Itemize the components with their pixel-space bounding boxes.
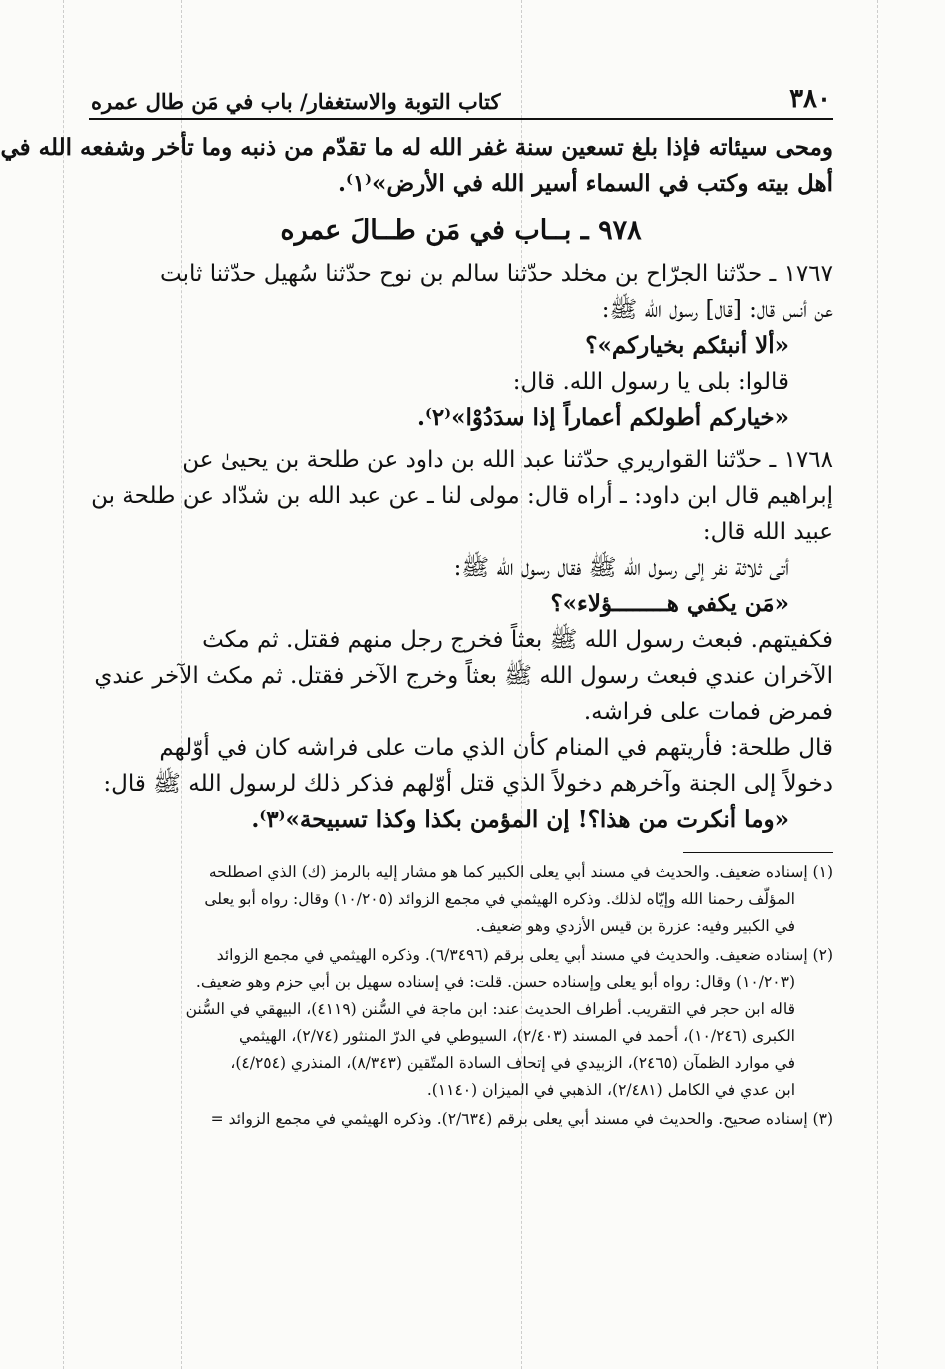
page-number: ٣٨٠ (789, 84, 831, 114)
footnote-1 (89, 859, 833, 940)
footnote-line: الكبرى (١٠/٢٤٦)، أحمد في المسند (٢/٤٠٣)، السيوطي في الدرّ المنثور (٢/٧٤)، الهيثمي (238, 1027, 795, 1045)
text-line: أهل بيته وكتب في السماء أسير الله في الأرض»⁽١⁾. (337, 170, 833, 197)
text-line: عن أنس قال: [قال] رسول الله ﷺ: (601, 297, 833, 323)
text-line: الآخران عندي فبعث رسول الله ﷺ بعثاً وخرج الآخر فقتل. ثم مكث الآخر عندي (94, 663, 833, 689)
text-line: ومحى سيئاته فإذا بلغ تسعين سنة غفر الله له ما تقدّم من ذنبه وما تأخر وشفعه الله في (0, 134, 833, 161)
text-line: إبراهيم قال ابن داود: ـ أراه قال: مولى لنا ـ عن عبد الله بن شدّاد عن طلحة بن (91, 483, 833, 509)
footnote-line: في الكبير وفيه: عزرة بن قيس الأزدي وهو ضعيف. (475, 917, 795, 935)
footnote-3 (89, 1106, 833, 1133)
text-line: دخولاً إلى الجنة وآخرهم دخولاً الذي قتل أوّلهم فذكر ذلك لرسول الله ﷺ قال: (103, 771, 833, 797)
running-title: كتاب التوبة والاستغفار/ باب في مَن طال عمره (91, 89, 501, 114)
page-header (89, 70, 833, 120)
footnote-line: ابن عدي في الكامل (٢/٤٨١)، الذهبي في الميزان (١١٤٠). (426, 1081, 795, 1099)
hadith-1767 (89, 256, 833, 436)
chapter-heading: ٩٧٨ ـ بــاب في مَن طــالَ عمره (280, 215, 642, 246)
hadith-quote: «مَن يكفي هــــــــؤلاء»؟ (550, 590, 789, 617)
hadith-1768 (89, 442, 833, 838)
book-page (0, 70, 833, 1135)
scan-guide-line (877, 0, 878, 1369)
footnotes (89, 859, 833, 1133)
text-line: ١٧٦٧ ـ حدّثنا الجرّاح بن مخلد حدّثنا سالم بن نوح حدّثنا سُهيل حدّثنا ثابت (160, 261, 833, 287)
text-line: ١٧٦٨ ـ حدّثنا القواريري حدّثنا عبد الله بن داود عن طلحة بن يحيىٰ عن (182, 447, 833, 473)
footnote-line: في موارد الظمآن (٢٤٦٥)، الزبيدي في إتحاف السادة المتّقين (٨/٣٤٣)، المنذري (٤/٢٥٤)، (230, 1054, 795, 1072)
text-line: قال طلحة: فأريتهم في المنام كأن الذي مات على فراشه كان في أوّلهم (159, 735, 833, 761)
text-line: قالوا: بلى يا رسول الله. قال: (512, 369, 789, 395)
footnote-line: المؤلّف رحمنا الله وإيّاه لذلك. وذكره الهيثمي في مجمع الزوائد (١٠/٢٠٥) وقال: رواه أبو يعلى (204, 890, 795, 908)
text-line: فمرض فمات على فراشه. (583, 699, 833, 725)
footnote-line: (٣) إسناده صحيح. والحديث في مسند أبي يعلى برقم (٢/٦٣٤). وذكره الهيثمي في مجمع الزوائد = (210, 1110, 833, 1128)
scan-guide-line (63, 0, 64, 1369)
intro-paragraph (0, 130, 833, 202)
footnote-2 (89, 942, 833, 1104)
hadith-quote: «وما أنكرت من هذا؟! إن المؤمن بكذا وكذا تسبيحة»⁽٣⁾. (251, 806, 789, 833)
hadith-quote: «خياركم أطولكم أعماراً إذا سدَدُوْا»⁽٢⁾. (417, 404, 789, 431)
footnote-line: (٢) إسناده ضعيف. والحديث في مسند أبي يعلى برقم (٦/٣٤٩٦). وذكره الهيثمي في مجمع الزوائد (216, 946, 833, 964)
footnote-separator (683, 852, 833, 853)
text-line: عبيد الله قال: (702, 519, 833, 545)
footnote-line: قاله ابن حجر في التقريب. أطراف الحديث عند: ابن ماجة في السُّنن (٤١١٩)، البيهقي في السُّنن (185, 1000, 795, 1018)
hadith-quote: «ألا أنبئكم بخياركم»؟ (585, 332, 789, 359)
footnote-line: (١) إسناده ضعيف. والحديث في مسند أبي يعلى الكبير كما هو مشار إليه بالرمز (ك) الذي اصطلحه (208, 863, 833, 881)
footnote-line: (١٠/٢٠٣) وقال: رواه أبو يعلى وإسناده حسن. قلت: في إسناده سهيل بن أبي حزم وهو ضعيف. (195, 973, 795, 991)
main-text (0, 130, 833, 838)
text-line: أتى ثلاثة نفر إلى رسول الله ﷺ فقال رسول الله ﷺ: (453, 555, 789, 581)
text-line: فكفيتهم. فبعث رسول الله ﷺ بعثاً فخرج رجل منهم فقتل. ثم مكث (202, 627, 833, 653)
